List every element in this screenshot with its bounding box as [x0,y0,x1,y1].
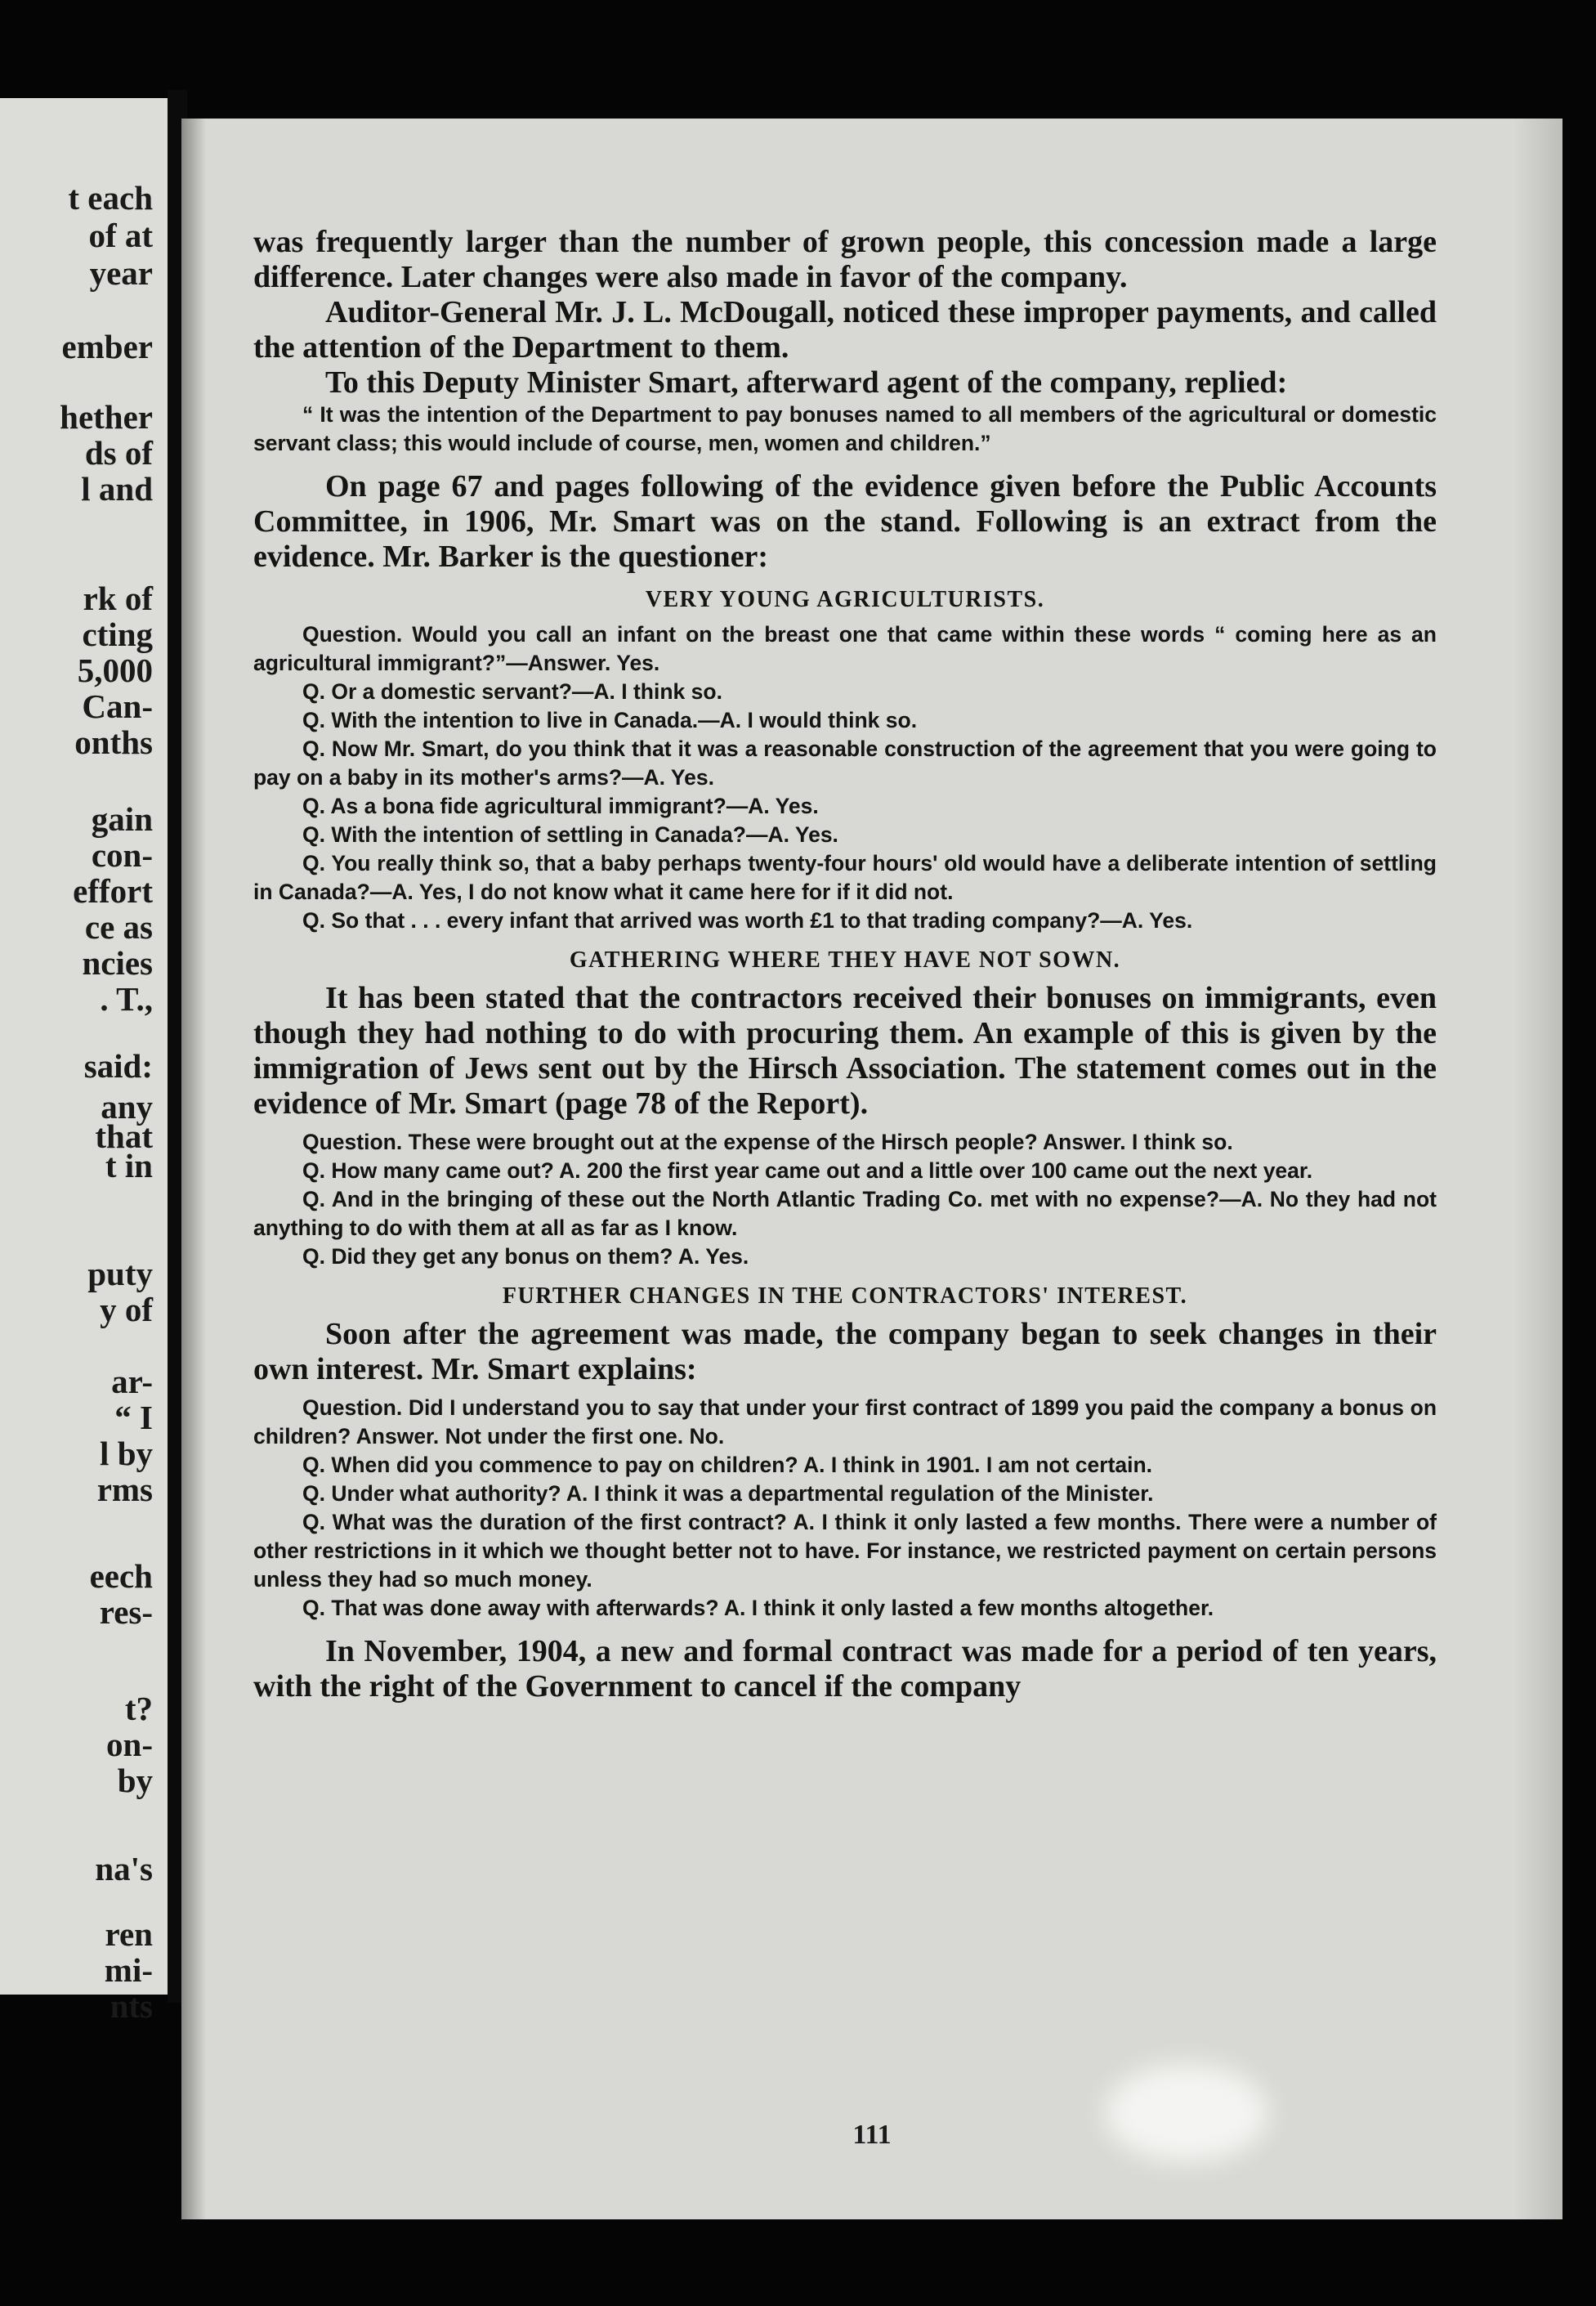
left-fragment: ren [105,1915,153,1953]
left-fragment: Can- [82,687,153,725]
left-fragment: onths [74,723,153,761]
qa-line: Question. Would you call an infant on the breast one that came within these words “ coming here as an agricultural immigrant?”—Answer. Yes. [253,622,1437,675]
left-page-edge [0,98,168,2025]
left-fragment: y of [100,1291,153,1328]
left-fragment: ember [61,328,153,365]
left-fragment: eech [89,1557,153,1595]
qa-line: Q. Under what authority? A. I think it was a departmental regulation of the Minister. [302,1481,1154,1506]
paragraph-smart-explains: Soon after the agreement was made, the company began to seek changes in their own interest. Mr. Smart explains: [253,1317,1437,1386]
left-fragment: year [89,254,153,292]
left-fragment: ce as [84,908,153,946]
qa-line: Q. And in the bringing of these out the North Atlantic Trading Co. met with no expense?—A. No they had not anything to do with them at all as far as I know. [253,1187,1437,1240]
paragraph-public-accounts: On page 67 and pages following of the evidence given before the Public Accounts Committee, in 1906, Mr. Smart was on the stand. Following is an extract from the evidence. Mr. Barker is the questioner: [253,469,1437,574]
left-fragment: that [95,1117,153,1155]
paragraph-hirsch: It has been stated that the contractors received their bonuses on immigrants, even though they had nothing to do with procuring them. An example of this is given by the immigration of Jews sent out by the Hirsch Association. The statement comes out in the evidence of Mr. Smart (page 78 of the Report). [253,981,1437,1121]
left-fragment: t? [124,1690,153,1727]
page-number: 111 [852,2120,892,2150]
qa-line: Q. Now Mr. Smart, do you think that it was a reasonable construction of the agreement that you were going to pay on a baby in its mother's arms?—A. Yes. [253,737,1437,790]
qa-line: Question. These were brought out at the expense of the Hirsch people? Answer. I think so. [302,1130,1233,1154]
left-fragment: rk of [83,580,153,617]
qa-line: Q. As a bona fide agricultural immigrant?—A. Yes. [302,794,819,818]
left-fragment: gain [91,800,153,838]
left-fragment: l and [81,470,153,508]
paragraph-auditor-general: Auditor-General Mr. J. L. McDougall, noticed these improper payments, and called the attention of the Department to them. [253,295,1437,365]
qa-line: Q. Did they get any bonus on them? A. Yes. [302,1244,749,1269]
paragraph-november-1904: In November, 1904, a new and formal contract was made for a period of ten years, with the right of the Government to cancel if the company [253,1634,1437,1704]
left-fragment: nts [110,1987,153,2025]
qa-line: Q. How many came out? A. 200 the first year came out and a little over 100 came out the next year. [302,1158,1313,1183]
qa-line: Q. When did you commence to pay on children? A. I think in 1901. I am not certain. [302,1453,1153,1477]
qa-line: Q. With the intention to live in Canada.—A. I would think so. [302,708,918,732]
section-heading-not-sown: GATHERING WHERE THEY HAVE NOT SOWN. [569,947,1121,973]
left-fragment: “ I [114,1399,153,1436]
left-fragment: na's [95,1850,153,1887]
qa-line: Q. That was done away with afterwards? A. I think it only lasted a few months altogether. [302,1596,1214,1620]
qa-line: Q. Or a domestic servant?—A. I think so. [302,679,722,704]
left-fragment: res- [99,1593,153,1631]
paper-damage-spot [1105,2064,1268,2162]
left-fragment: on- [106,1726,153,1763]
section-heading-further-changes: FURTHER CHANGES IN THE CONTRACTORS' INTEREST. [502,1283,1188,1309]
left-fragment: l by [100,1435,153,1472]
qa-line: Q. With the intention of settling in Canada?—A. Yes. [302,822,838,847]
left-fragment: mi- [104,1951,153,1989]
block-quote: “ It was the intention of the Department to pay bonuses named to all members of the agricultural or domestic servant class; this would include of course, men, women and children.” [253,402,1437,455]
paragraph-deputy-minister: To this Deputy Minister Smart, afterward agent of the company, replied: [325,365,1288,400]
left-fragment: 5,000 [77,652,153,689]
left-page-text-fragments [0,179,159,2025]
qa-line: Q. So that . . . every infant that arrived was worth £1 to that trading company?—A. Yes. [302,908,1193,933]
left-fragment: any [101,1088,153,1126]
left-fragment: t in [105,1147,153,1184]
left-fragment: cting [82,616,153,653]
left-fragment: of at [88,217,153,254]
left-fragment: hether [60,398,153,436]
left-fragment: rms [96,1471,153,1508]
qa-line: Q. What was the duration of the first contract? A. I think it only lasted a few months. There were a number of other restrictions in it which we thought better not to have. For instance, we restricted payment on certain persons unless they had so much money. [253,1510,1437,1592]
left-fragment: ar- [111,1363,153,1400]
left-fragment: puty [87,1255,153,1292]
left-fragment: t each [68,179,153,217]
left-fragment: ds of [84,434,153,472]
left-fragment: . T., [100,980,153,1018]
paragraph-continuation: was frequently larger than the number of grown people, this concession made a large difference. Later changes were also made in favor of the company. [253,225,1437,294]
left-fragment: said: [83,1047,153,1085]
qa-line: Q. You really think so, that a baby perhaps twenty-four hours' old would have a deliberate intention of settling in Canada?—A. Yes, I do not know what it came here for if it did not. [253,851,1437,904]
left-fragment: by [117,1762,153,1799]
left-fragment: effort [73,872,153,910]
book-page [181,119,1562,2219]
qa-line: Question. Did I understand you to say that under your first contract of 1899 you paid the company a bonus on children? Answer. Not under the first one. No. [253,1395,1437,1449]
left-fragment: con- [91,836,153,874]
left-fragment: ncies [82,944,153,982]
page-text [253,225,1437,1704]
section-heading-young-agriculturists: VERY YOUNG AGRICULTURISTS. [645,587,1045,612]
